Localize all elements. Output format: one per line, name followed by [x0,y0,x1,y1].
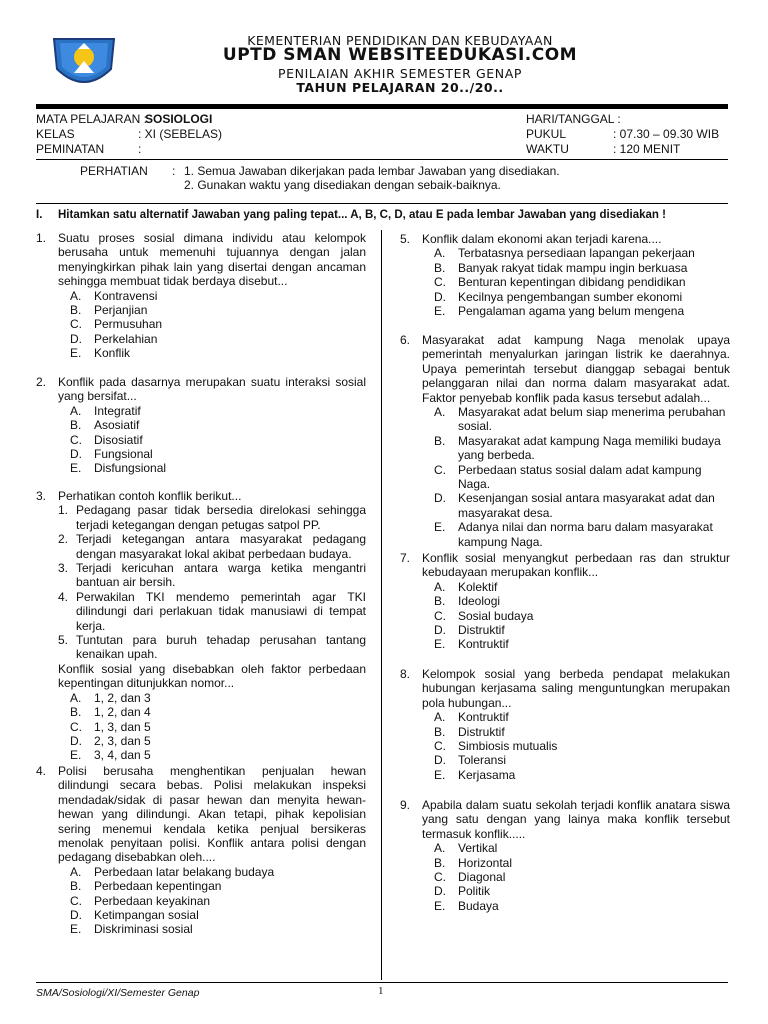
statement-item [36,633,366,662]
option-letter: D. [70,447,82,462]
option-letter: D. [70,331,82,346]
question-text: Masyarakat adat kampung Naga menolak upaya pemerintah menyalurkan jaringan listrik ke daerahnya. Upaya pemerintah tersebut dianggap sebagai bentuk pelanggaran nilai dan norma dalam masyarakat adat. Faktor penyebab konflik pada kasus tersebut adalah... [422,333,730,405]
option-letter: E. [70,346,82,361]
question-number: 4. [36,764,47,778]
info-divider [36,159,728,160]
option-letter: B. [434,724,446,739]
question-text: Apabila dalam suatu sekolah terjadi konflik anatara siswa yang satu dengan yang lainya maka konflik tersebut termasuk konflik..... [422,798,730,841]
option-text: Asosiatif [94,418,140,433]
option-text: Masyarakat adat kampung Naga memiliki budaya yang berbeda. [458,433,721,463]
question-text: Perhatikan contoh konflik berikut... [58,489,242,503]
option-letter: B. [70,303,82,318]
option-letter: E. [434,898,446,913]
option-letter: A. [434,841,446,856]
question-text: Konflik sosial menyangkut perbedaan ras dan struktur kebudayaan merupakan konflik... [422,551,730,580]
option-letter: C. [434,608,446,623]
option-letter: A. [70,288,82,303]
peminatan-value: : [138,142,142,156]
answer-option[interactable] [400,580,730,594]
question-text: Suatu proses sosial dimana individu atau kelompok berusaha untuk memenuhi tujuannya dengan jalan menyingkirkan pihak lain yang disertai dengan ancaman sehingga membuat tidak berdaya disebut... [58,231,366,289]
option-letter: A. [434,710,446,725]
statement-item [36,561,366,590]
page-number: 1 [378,985,384,997]
option-text: Adanya nilai dan norma baru dalam masyarakat kampung Naga. [458,520,713,549]
option-text: Kecilnya pengembangan sumber ekonomi [458,289,683,304]
answer-option[interactable] [36,734,366,748]
section-number: I. [36,209,43,221]
question-text: Kelompok sosial yang berbeda pendapat melakukan hubungan kerjasama saling menguntungkan merupakan pola hubungan... [422,667,730,710]
option-letter: E. [434,520,446,535]
option-text: Perbedaan latar belakang budaya [94,864,275,879]
option-letter: A. [70,864,82,879]
kelas-value: : XI (SEBELAS) [138,127,223,141]
option-letter: A. [434,579,446,594]
option-letter: B. [70,879,82,894]
question-2 [36,375,366,476]
option-text: Ketimpangan sosial [94,908,199,923]
option-letter: C. [434,870,446,885]
pukul-label: PUKUL [526,127,567,141]
answer-option[interactable] [400,491,730,520]
question-text: Konflik pada dasarnya merupakan suatu interaksi sosial yang bersifat... [58,375,366,404]
question-text: Konflik dalam ekonomi akan terjadi karena.... [422,232,662,246]
option-text: Kontravensi [94,288,158,303]
notice-divider [36,203,728,204]
question-9 [400,798,730,913]
answer-option[interactable] [400,623,730,637]
option-letter: C. [434,739,446,754]
option-letter: D. [434,884,446,899]
question-8 [400,667,730,782]
tut-wuri-handayani-logo [48,33,120,93]
option-letter: B. [434,260,446,275]
answer-option[interactable] [36,404,366,418]
option-letter: D. [434,623,446,638]
statement-text: Terjadi ketegangan antara masyarakat pedagang dengan masyarakat lokal akibat perbedaan budaya. [76,532,366,561]
question-number: 8. [400,667,411,681]
option-letter: D. [434,753,446,768]
answer-option[interactable] [36,332,366,346]
option-letter: C. [70,432,82,447]
option-text: Kontruktif [458,710,509,725]
waktu-value: : 120 MENIT [613,142,681,156]
question-number: 3. [36,489,47,503]
question-number: 1. [36,231,47,245]
question-prompt: Konflik sosial yang disebabkan oleh faktor perbedaan kepentingan ditunjukkan nomor... [58,661,366,691]
statement-text: Pedagang pasar tidak bersedia direlokasi sehingga terjadi ketegangan dengan petugas satpol PP. [76,503,366,532]
statement-number: 5. [58,633,69,648]
option-text: Simbiosis mutualis [458,739,558,754]
answer-option[interactable] [400,710,730,724]
footer-rule [36,982,728,983]
answer-option[interactable] [36,705,366,719]
option-text: Fungsional [94,447,153,462]
option-letter: D. [434,289,446,304]
option-text: Ideologi [458,594,501,609]
statement-item [36,503,366,532]
statement-number: 4. [58,589,69,604]
option-text: Distruktif [458,623,505,638]
option-letter: E. [434,637,446,652]
answer-option[interactable] [36,748,366,762]
answer-option[interactable] [400,637,730,651]
section-instruction: Hitamkan satu alternatif Jawaban yang paling tepat... A, B, C, D, atau E pada lembar Jawaban yang disediakan ! [58,209,666,221]
question-1 [36,231,366,361]
answer-option[interactable] [400,261,730,275]
option-text: Perbedaan kepentingan [94,879,222,894]
option-text: Distruktif [458,724,505,739]
waktu-label: WAKTU [526,142,569,156]
option-text: Perkelahian [94,331,158,346]
question-7 [400,551,730,652]
option-letter: E. [70,461,82,476]
answer-option[interactable] [36,908,366,922]
option-text: Kolektif [458,579,498,594]
notice-item-1: 1. Semua Jawaban dikerjakan pada lembar Jawaban yang disediakan. [184,164,560,178]
answer-option[interactable] [36,303,366,317]
header-rule [36,104,728,109]
option-text: Perjanjian [94,303,148,318]
answer-option[interactable] [400,768,730,782]
option-letter: A. [70,403,82,418]
hari-label: HARI/TANGGAL : [526,112,621,126]
mapel-label: MATA PELAJARAN : [36,112,147,126]
option-letter: B. [434,594,446,609]
option-text: Vertikal [458,841,498,856]
exam-title: PENILAIAN AKHIR SEMESTER GENAP [278,66,522,81]
answer-option[interactable] [400,870,730,884]
kelas-label: KELAS [36,127,75,141]
option-letter: B. [434,855,446,870]
column-divider [381,230,382,980]
option-text: Kesenjangan sosial antara masyarakat adat dan masyarakat desa. [458,491,715,520]
option-text: 1, 3, dan 5 [94,719,151,734]
question-text: Polisi berusaha menghentikan penjualan hewan dilindungi secara bebas. Polisi melakukan inspeksi mendadak/sidak di pasar hewan dan menyita hewan-hewan yang dilindungi. Akan tetapi, pihak kepolisian sering menemui kendala ketika penjual bersikeras menolak penyitaan polisi. Konflik antara polisi dengan pedagang disebabkan oleh.... [58,764,366,865]
answer-option[interactable] [36,879,366,893]
question-4 [36,764,366,937]
question-number: 9. [400,798,411,812]
answer-option[interactable] [36,894,366,908]
statement-number: 3. [58,561,69,576]
statement-number: 1. [58,503,69,518]
option-letter: C. [434,275,446,290]
answer-option[interactable] [400,463,730,492]
statement-item [36,590,366,633]
option-text: 2, 3, dan 5 [94,733,151,748]
notice-colon: : [172,164,176,178]
statement-text: Terjadi kericuhan antara warga ketika mengantri bantuan air bersih. [76,561,366,590]
question-number: 5. [400,232,411,246]
answer-option[interactable] [400,520,730,549]
answer-option[interactable] [400,594,730,608]
option-text: Pengalaman agama yang belum mengena [458,304,685,319]
answer-option[interactable] [36,461,366,475]
option-letter: E. [434,767,446,782]
option-text: Banyak rakyat tidak mampu ingin berkuasa [458,260,688,275]
answer-option[interactable] [400,725,730,739]
option-text: Disosiatif [94,432,143,447]
option-text: Kontruktif [458,637,509,652]
option-text: Benturan kepentingan dibidang pendidikan [458,275,686,290]
statement-text: Perwakilan TKI mendemo pemerintah agar TKI dilindungi dari perlakuan tidak manusiawi di tempat kerja. [76,589,366,633]
answer-option[interactable] [36,433,366,447]
option-letter: B. [434,433,446,448]
option-letter: E. [70,922,82,937]
option-text: Perbedaan status sosial dalam adat kampung Naga. [458,462,702,492]
option-letter: D. [70,733,82,748]
option-text: Diskriminasi sosial [94,922,193,937]
answer-option[interactable] [36,691,366,705]
answer-option[interactable] [400,246,730,260]
question-number: 6. [400,333,411,347]
answer-option[interactable] [400,841,730,855]
option-letter: D. [70,908,82,923]
option-text: Konflik [94,346,131,361]
option-letter: B. [70,705,82,720]
answer-option[interactable] [36,865,366,879]
notice-label: PERHATIAN [80,164,148,178]
option-text: Politik [458,884,491,899]
answer-option[interactable] [36,317,366,331]
answer-option[interactable] [400,753,730,767]
answer-option[interactable] [400,434,730,463]
option-text: Budaya [458,898,499,913]
answer-option[interactable] [400,884,730,898]
statement-item [36,532,366,561]
answer-option[interactable] [36,346,366,360]
option-text: Diagonal [458,870,506,885]
mapel-value: SOSIOLOGI [145,112,213,126]
option-text: Perbedaan keyakinan [94,893,211,908]
answer-option[interactable] [400,275,730,289]
option-letter: C. [70,893,82,908]
answer-option[interactable] [36,289,366,303]
peminatan-label: PEMINATAN [36,142,105,156]
question-3 [36,489,366,763]
option-letter: E. [434,304,446,319]
answer-option[interactable] [400,405,730,434]
question-number: 7. [400,551,411,565]
option-text: Permusuhan [94,317,163,332]
option-text: Horizontal [458,855,513,870]
school-name: UPTD SMAN WEBSITEEDUKASI.COM [222,45,578,65]
option-text: Masyarakat adat belum siap menerima perubahan sosial. [458,405,726,434]
statement-text: Tuntutan para buruh tehadap perusahan tantang kenaikan upah. [76,633,366,662]
answer-option[interactable] [36,418,366,432]
option-letter: B. [70,418,82,433]
answer-option[interactable] [400,290,730,304]
option-letter: C. [434,462,446,477]
option-text: Toleransi [458,753,507,768]
ministry-title: KEMENTERIAN PENDIDIKAN DAN KEBUDAYAAN [247,33,553,48]
answer-option[interactable] [400,739,730,753]
option-text: Sosial budaya [458,608,534,623]
option-text: Integratif [94,403,141,418]
option-text: Terbatasnya persediaan lapangan pekerjaan [458,246,695,261]
question-number: 2. [36,375,47,389]
answer-option[interactable] [36,922,366,936]
option-letter: A. [70,690,82,705]
option-letter: C. [70,719,82,734]
pukul-value: : 07.30 – 09.30 WIB [613,127,720,141]
academic-year: TAHUN PELAJARAN 20../20.. [296,80,504,95]
answer-option[interactable] [400,609,730,623]
notice-item-2: 2. Gunakan waktu yang disediakan dengan sebaik-baiknya. [184,178,501,192]
option-letter: D. [434,491,446,506]
option-letter: E. [70,748,82,763]
option-letter: C. [70,317,82,332]
option-text: Kerjasama [458,767,516,782]
statement-number: 2. [58,532,69,547]
option-letter: A. [434,405,446,420]
answer-option[interactable] [400,304,730,318]
answer-option[interactable] [36,447,366,461]
option-letter: A. [434,246,446,261]
question-5 [400,232,730,318]
footer-label: SMA/Sosiologi/XI/Semester Genap [36,987,200,999]
answer-option[interactable] [400,856,730,870]
option-text: Disfungsional [94,461,167,476]
question-6 [400,333,730,549]
answer-option[interactable] [400,899,730,913]
option-text: 3, 4, dan 5 [94,748,151,763]
option-text: 1, 2, dan 4 [94,705,151,720]
option-text: 1, 2, dan 3 [94,690,151,705]
answer-option[interactable] [36,720,366,734]
